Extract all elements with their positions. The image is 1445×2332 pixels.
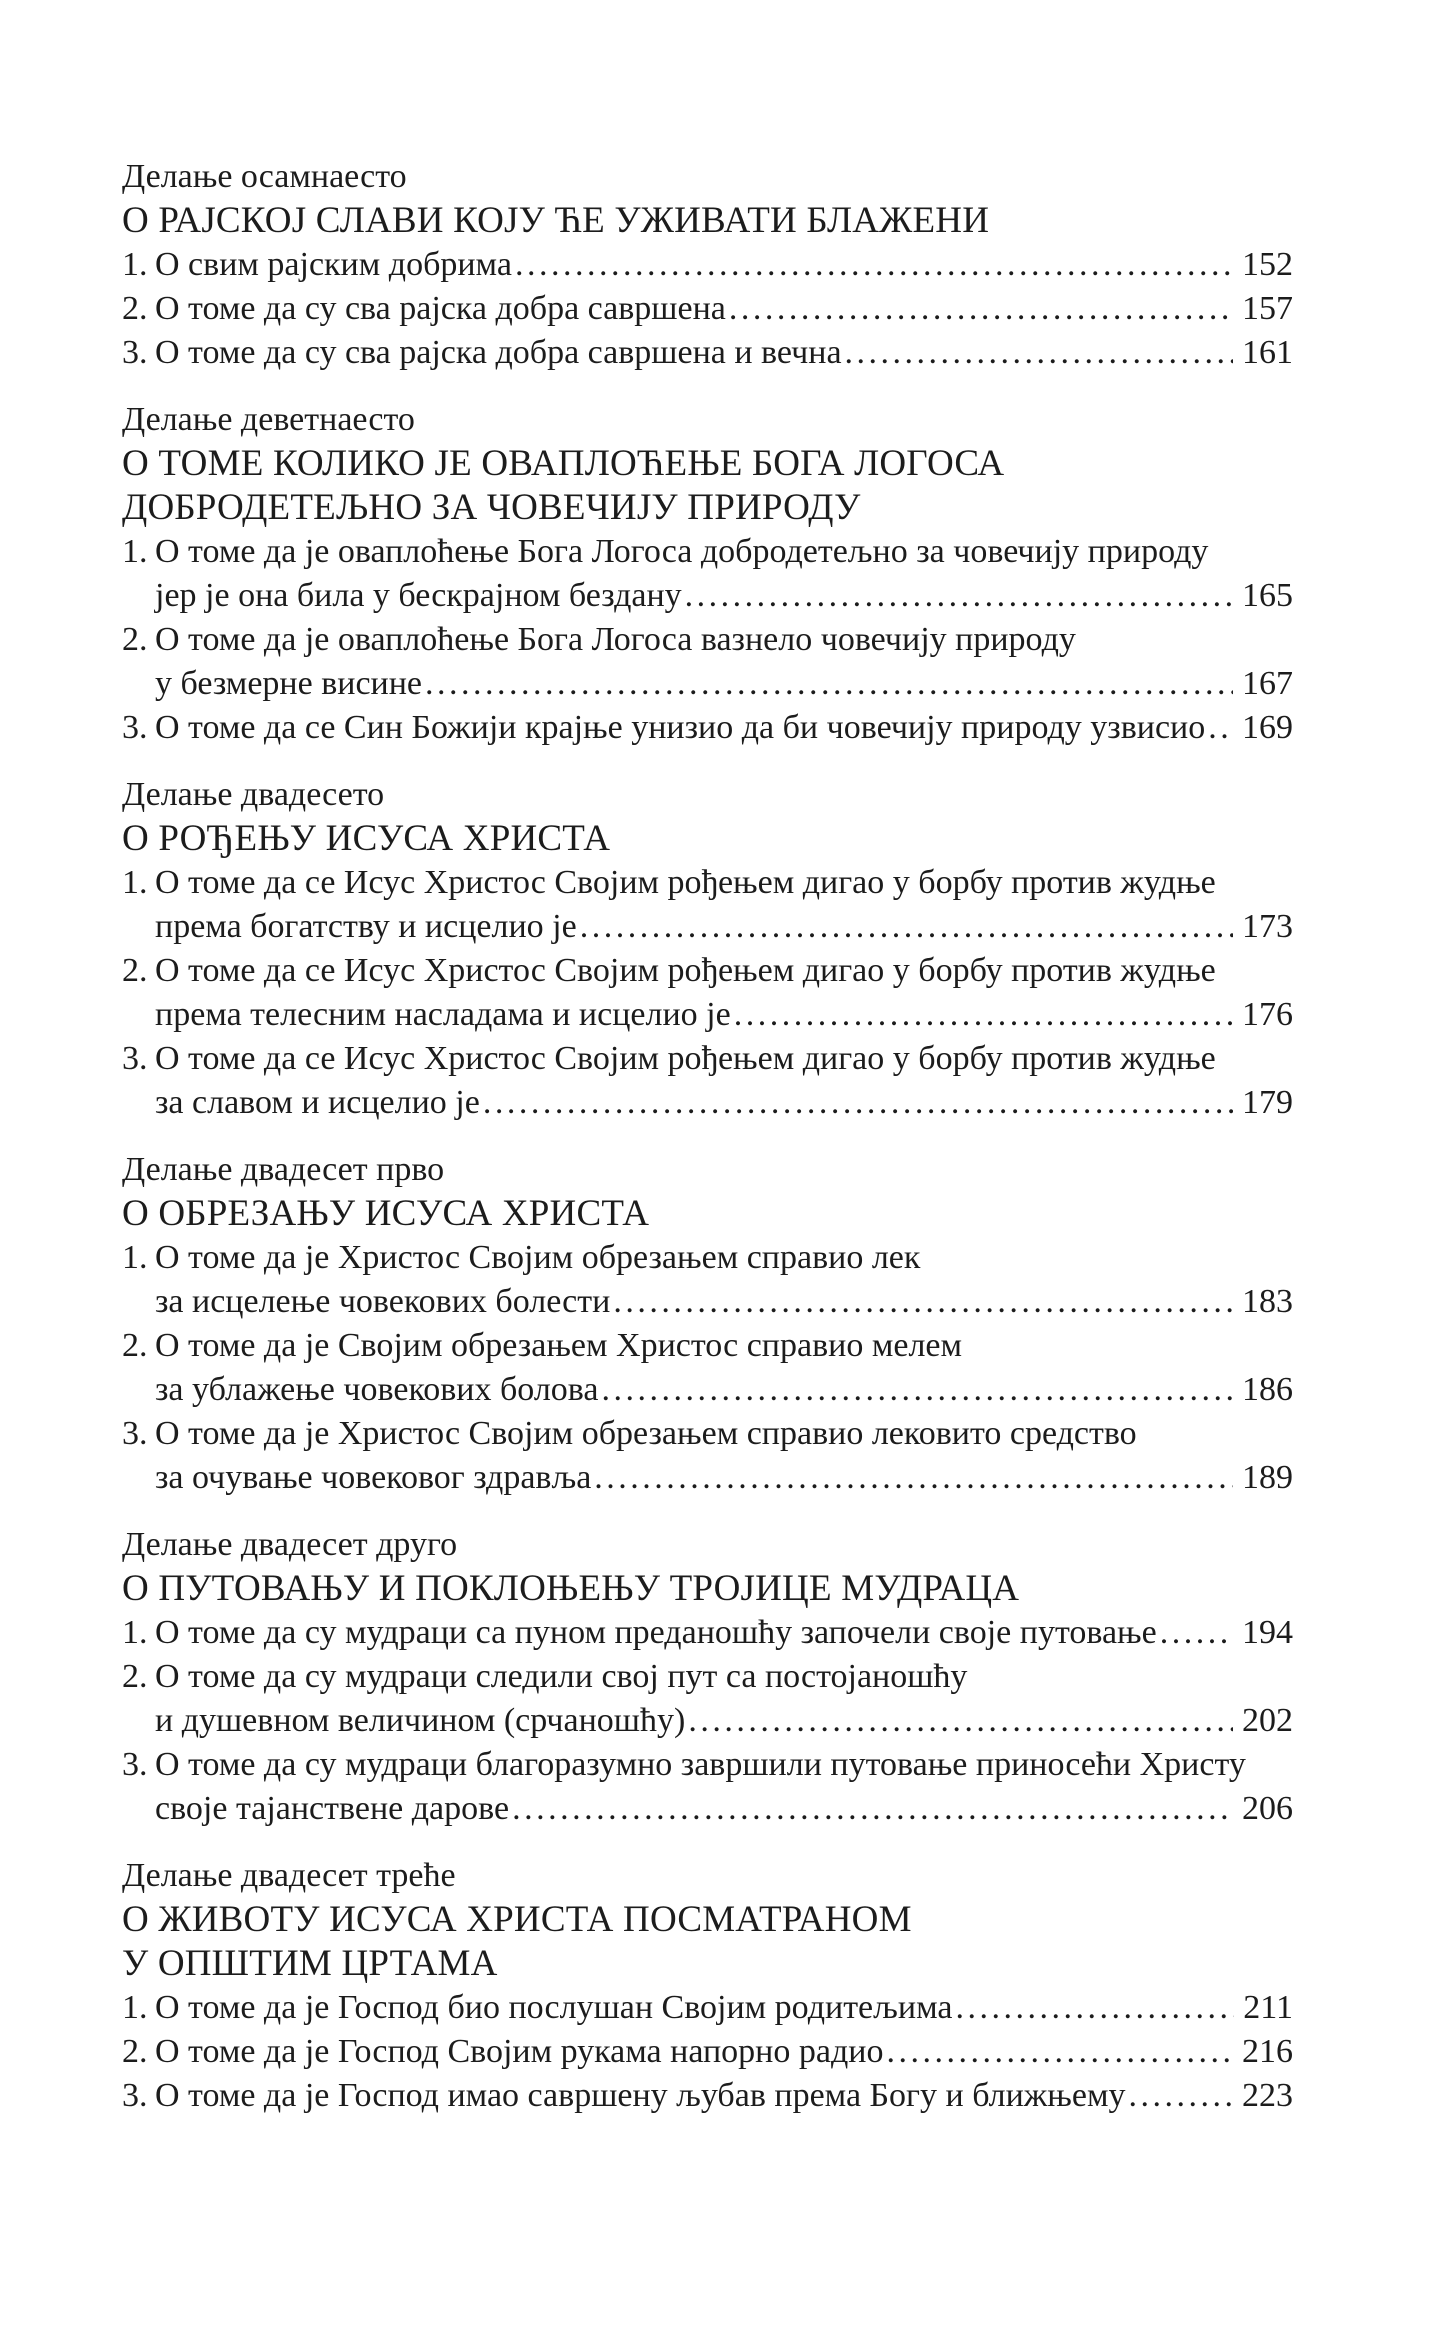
toc-item xyxy=(122,1611,1293,1655)
page-number: 206 xyxy=(1242,1790,1293,1827)
toc-item-line xyxy=(122,2030,1293,2074)
page-number: 167 xyxy=(1242,665,1293,702)
dot-leader xyxy=(955,1986,1234,2030)
page-number: 169 xyxy=(1242,709,1293,746)
item-number: 2. xyxy=(122,2033,148,2070)
toc-item-line xyxy=(155,1368,1293,1412)
item-text: О томе да су мудраци благоразумно завршили путовање приносећи Христу xyxy=(155,1746,1246,1783)
item-text: јер је она била у бескрајном бездану xyxy=(155,577,682,614)
dot-leader xyxy=(580,905,1233,949)
chapter-label: Делање осамнаесто xyxy=(122,158,407,195)
page-number: 165 xyxy=(1242,577,1293,614)
toc-item xyxy=(122,2074,1293,2118)
section-title-line: О ОБРЕЗАЊУ ИСУСА ХРИСТА xyxy=(122,1193,650,1234)
item-number: 3. xyxy=(122,1040,148,1077)
page-number: 176 xyxy=(1242,996,1293,1033)
dot-leader xyxy=(602,1368,1234,1412)
toc-item xyxy=(122,618,1293,706)
item-text: за исцелење човекових болести xyxy=(155,1283,611,1320)
item-text: за ублажење човекових болова xyxy=(155,1371,599,1408)
toc-item-line xyxy=(122,1412,1293,1456)
toc-item-line xyxy=(122,530,1293,574)
toc-item-line xyxy=(122,1611,1293,1655)
page-number: 194 xyxy=(1242,1614,1293,1651)
item-number: 3. xyxy=(122,1746,148,1783)
item-number: 2. xyxy=(122,1327,148,1364)
toc-item-line xyxy=(122,1655,1293,1699)
toc-item-line xyxy=(122,1324,1293,1368)
item-text: за славом и исцелио је xyxy=(155,1084,480,1121)
toc-item-line xyxy=(122,243,1293,287)
item-number: 3. xyxy=(122,334,148,371)
chapter-label: Делање двадесето xyxy=(122,776,385,813)
item-text: О томе да је оваплоћење Бога Логоса вазнело човечију природу xyxy=(155,621,1076,658)
item-text: О томе да се Исус Христос Својим рођењем дигао у борбу против жудње xyxy=(155,952,1216,989)
toc-item xyxy=(122,1655,1293,1743)
item-text: О томе да је Господ био послушан Својим родитељима xyxy=(155,1989,953,2026)
item-text: О томе да су сва рајска добра савршена и вечна xyxy=(155,334,842,371)
toc-section xyxy=(122,155,1293,375)
toc-item xyxy=(122,1412,1293,1500)
toc-item-line xyxy=(155,574,1293,618)
page-number: 216 xyxy=(1242,2033,1293,2070)
chapter-label: Делање деветнаесто xyxy=(122,401,415,438)
dot-leader xyxy=(688,1699,1233,1743)
dot-leader xyxy=(1129,2074,1234,2118)
item-text: О томе да се Син Божији крајње унизио да би човечију природу узвисио xyxy=(155,709,1206,746)
item-text: О томе да је Својим обрезањем Христос справио мелем xyxy=(155,1327,963,1364)
toc-section xyxy=(122,1854,1293,2118)
page-number: 183 xyxy=(1242,1283,1293,1320)
item-number: 3. xyxy=(122,1415,148,1452)
chapter-label: Делање двадесет прво xyxy=(122,1151,445,1188)
toc-item xyxy=(122,243,1293,287)
item-number: 1. xyxy=(122,1239,148,1276)
item-number: 1. xyxy=(122,1614,148,1651)
item-number: 2. xyxy=(122,1658,148,1695)
toc-item xyxy=(122,1236,1293,1324)
page-number: 157 xyxy=(1242,290,1293,327)
toc-item-line xyxy=(122,1986,1293,2030)
toc-item-line xyxy=(122,706,1293,750)
toc-item xyxy=(122,1324,1293,1412)
dot-leader xyxy=(729,287,1233,331)
toc-item xyxy=(122,331,1293,375)
section-title-line: О ТОМЕ КОЛИКО ЈЕ ОВАПЛОЋЕЊЕ БОГА ЛОГОСА xyxy=(122,443,1005,484)
toc-item-line xyxy=(155,1699,1293,1743)
chapter-label: Делање двадесет треће xyxy=(122,1857,456,1894)
toc-section xyxy=(122,773,1293,1125)
page-number: 179 xyxy=(1242,1084,1293,1121)
chapter-label: Делање двадесет друго xyxy=(122,1526,458,1563)
toc-item xyxy=(122,949,1293,1037)
item-text: О томе да се Исус Христос Својим рођењем дигао у борбу против жудње xyxy=(155,1040,1216,1077)
item-text: О томе да су сва рајска добра савршена xyxy=(155,290,726,327)
item-text: О томе да су мудраци са пуном преданошћу започели своје путовање xyxy=(155,1614,1157,1651)
page-number: 152 xyxy=(1242,246,1293,283)
toc-section xyxy=(122,1523,1293,1831)
toc-item-line xyxy=(155,905,1293,949)
toc-section xyxy=(122,398,1293,750)
section-title-line: У ОПШТИМ ЦРТАМА xyxy=(122,1943,498,1984)
page-number: 202 xyxy=(1242,1702,1293,1739)
section-title-line: ДОБРОДЕТЕЉНО ЗА ЧОВЕЧИЈУ ПРИРОДУ xyxy=(122,487,861,528)
toc-item xyxy=(122,706,1293,750)
dot-leader xyxy=(613,1280,1233,1324)
toc-item xyxy=(122,287,1293,331)
item-text: О томе да је Христос Својим обрезањем справио лековито средство xyxy=(155,1415,1137,1452)
dot-leader xyxy=(515,243,1233,287)
toc-item-line xyxy=(122,1236,1293,1280)
item-number: 2. xyxy=(122,290,148,327)
toc-item-line xyxy=(122,1743,1293,1787)
item-number: 3. xyxy=(122,2077,148,2114)
item-number: 1. xyxy=(122,1989,148,2026)
page-number: 161 xyxy=(1242,334,1293,371)
toc-item-line xyxy=(155,1280,1293,1324)
item-text: О томе да је Господ имао савршену љубав према Богу и ближњему xyxy=(155,2077,1126,2114)
item-text: према богатству и исцелио је xyxy=(155,908,577,945)
page-number: 189 xyxy=(1242,1459,1293,1496)
section-title-line: О РОЂЕЊУ ИСУСА ХРИСТА xyxy=(122,818,611,859)
item-text: и душевном величином (срчаношћу) xyxy=(155,1702,686,1739)
dot-leader xyxy=(425,662,1233,706)
item-number: 3. xyxy=(122,709,148,746)
dot-leader xyxy=(886,2030,1233,2074)
dot-leader xyxy=(483,1081,1233,1125)
toc-item xyxy=(122,1986,1293,2030)
item-text: О томе да је оваплоћење Бога Логоса добродетељно за човечију природу xyxy=(155,533,1209,570)
page-number: 223 xyxy=(1242,2077,1293,2114)
item-text: О томе да је Господ Својим рукама напорно радио xyxy=(155,2033,884,2070)
page-number: 211 xyxy=(1243,1989,1293,2026)
dot-leader xyxy=(845,331,1233,375)
toc-item xyxy=(122,861,1293,949)
toc-item-line xyxy=(122,949,1293,993)
toc-item-line xyxy=(122,2074,1293,2118)
item-number: 2. xyxy=(122,952,148,989)
item-text: О свим рајским добрима xyxy=(155,246,512,283)
dot-leader xyxy=(594,1456,1233,1500)
toc-item-line xyxy=(155,993,1293,1037)
toc-item-line xyxy=(122,618,1293,662)
item-text: према телесним насладама и исцелио је xyxy=(155,996,731,1033)
toc-item xyxy=(122,530,1293,618)
toc-item xyxy=(122,1037,1293,1125)
toc-item xyxy=(122,2030,1293,2074)
section-title-line: О ЖИВОТУ ИСУСА ХРИСТА ПОСМАТРАНОМ xyxy=(122,1899,912,1940)
toc-section xyxy=(122,1148,1293,1500)
item-text: О томе да су мудраци следили свој пут са постојаношћу xyxy=(155,1658,968,1695)
toc-item xyxy=(122,1743,1293,1831)
toc-item-line xyxy=(122,1037,1293,1081)
page-number: 186 xyxy=(1242,1371,1293,1408)
item-number: 1. xyxy=(122,864,148,901)
toc-item-line xyxy=(155,1787,1293,1831)
toc-item-line xyxy=(122,331,1293,375)
item-number: 1. xyxy=(122,246,148,283)
dot-leader xyxy=(1208,706,1233,750)
toc-item-line xyxy=(122,861,1293,905)
item-text: за очување човековог здравља xyxy=(155,1459,592,1496)
item-text: своје тајанствене дарове xyxy=(155,1790,510,1827)
dot-leader xyxy=(685,574,1233,618)
item-text: О томе да се Исус Христос Својим рођењем дигао у борбу против жудње xyxy=(155,864,1216,901)
toc-item-line xyxy=(155,1456,1293,1500)
item-text: О томе да је Христос Својим обрезањем справио лек xyxy=(155,1239,921,1276)
item-number: 2. xyxy=(122,621,148,658)
dot-leader xyxy=(1160,1611,1233,1655)
toc-item-line xyxy=(155,662,1293,706)
section-title-line: О ПУТОВАЊУ И ПОКЛОЊЕЊУ ТРОЈИЦЕ МУДРАЦА xyxy=(122,1568,1020,1609)
page-number: 173 xyxy=(1242,908,1293,945)
item-text: у безмерне висине xyxy=(155,665,423,702)
toc-item-line xyxy=(122,287,1293,331)
item-number: 1. xyxy=(122,533,148,570)
toc-item-line xyxy=(155,1081,1293,1125)
dot-leader xyxy=(734,993,1233,1037)
section-title-line: О РАЈСКОЈ СЛАВИ КОЈУ ЋЕ УЖИВАТИ БЛАЖЕНИ xyxy=(122,200,990,241)
dot-leader xyxy=(512,1787,1233,1831)
